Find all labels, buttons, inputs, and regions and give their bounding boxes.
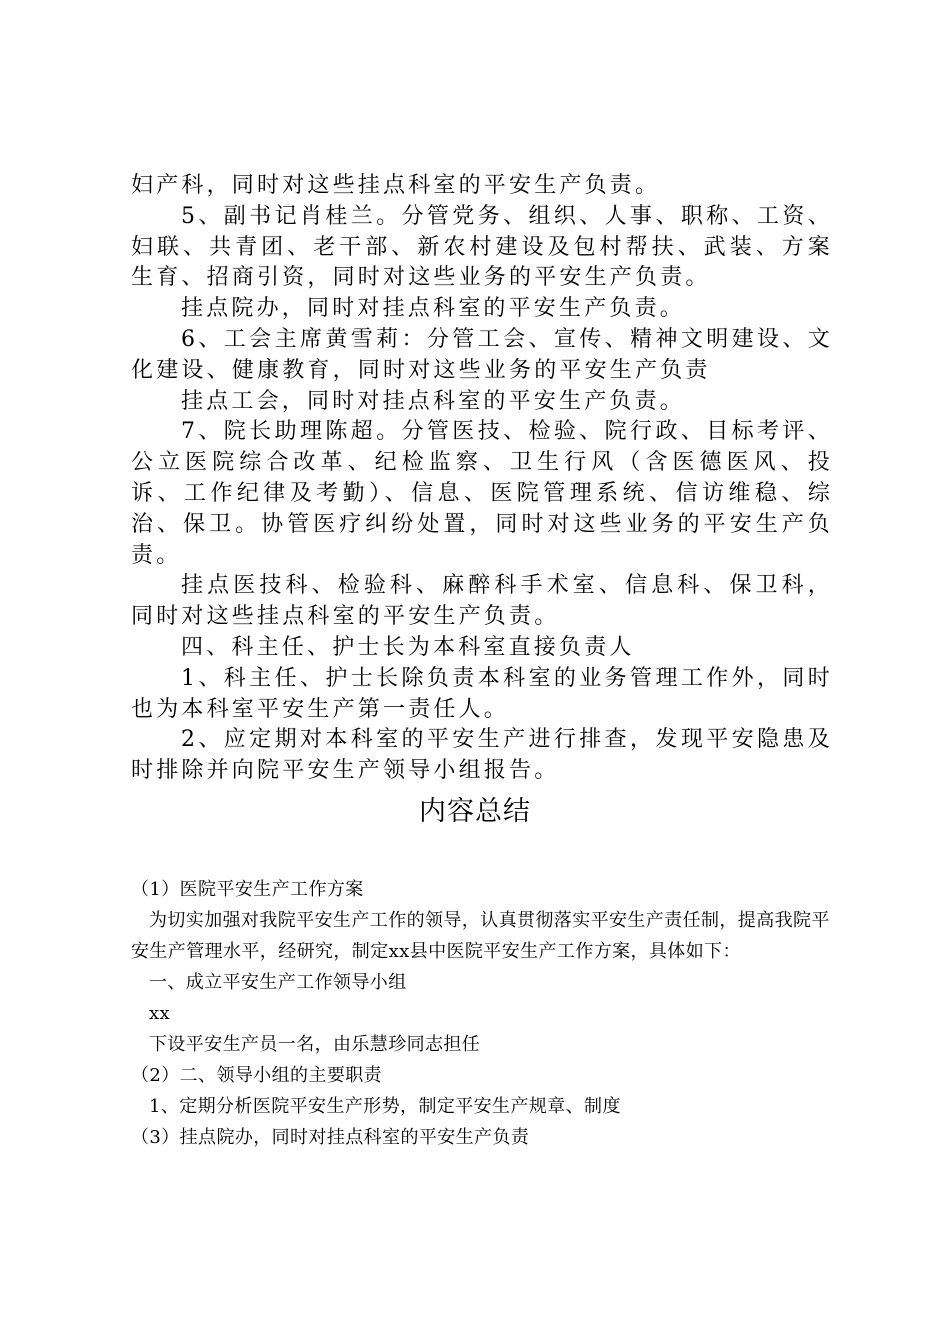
body-text xyxy=(131,171,833,787)
summary-line: （2）二、领导小组的主要职责 xyxy=(131,1065,383,1086)
paragraph-8: 1、科主任、护士长除负责本科室的业务管理工作外，同时也为本科室平安生产第一责任人。 xyxy=(131,665,833,722)
paragraph-9: 2、应定期对本科室的平安生产进行排查，发现平安隐患及时排除并向院平安生产领导小组报告。 xyxy=(131,727,833,784)
paragraph-2: 挂点院办，同时对挂点科室的平安生产负责。 xyxy=(181,296,686,322)
paragraph-4: 挂点工会，同时对挂点科室的平安生产负责。 xyxy=(181,388,686,414)
paragraph-7: 四、科主任、护士长为本科室直接负责人 xyxy=(181,634,635,660)
summary-line: 一、成立平安生产工作领导小组 xyxy=(149,972,407,993)
summary-line: （1）医院平安生产工作方案 xyxy=(131,879,364,900)
summary-title: 内容总结 xyxy=(419,796,531,827)
paragraph-5: 7、院长助理陈超。分管医技、检验、院行政、目标考评、公立医院综合改革、纪检监察、卫生行风（含医德医风、投诉、工作纪律及考勤）、信息、医院管理系统、信访维稳、综治、保卫。协管医疗纠纷处置，同时对这些业务的平安生产负责。 xyxy=(131,419,833,568)
paragraph-1: 5、副书记肖桂兰。分管党务、组织、人事、职称、工资、妇联、共青团、老干部、新农村建设及包村帮扶、武装、方案生育、招商引资，同时对这些业务的平安生产负责。 xyxy=(131,203,833,291)
summary-section xyxy=(131,874,831,1153)
summary-line: （3）挂点院办，同时对挂点科室的平安生产负责 xyxy=(131,1127,530,1148)
summary-line: 1、定期分析医院平安生产形势，制定平安生产规章、制度 xyxy=(149,1096,621,1117)
paragraph-6: 挂点医技科、检验科、麻醉科手术室、信息科、保卫科，同时对这些挂点科室的平安生产负责。 xyxy=(131,573,833,630)
paragraph-3: 6、工会主席黄雪莉：分管工会、宣传、精神文明建设、文化建设、健康教育，同时对这些业务的平安生产负责 xyxy=(131,326,833,383)
summary-line: xx xyxy=(149,1003,171,1024)
paragraph-0: 妇产科，同时对这些挂点科室的平安生产负责。 xyxy=(131,173,661,198)
summary-line: 下设平安生产员一名，由乐慧珍同志担任 xyxy=(149,1034,481,1055)
summary-line: 为切实加强对我院平安生产工作的领导，认真贯彻落实平安生产责任制，提高我院平安生产管理水平，经研究，制定xx县中医院平安生产工作方案，具体如下： xyxy=(131,910,830,962)
